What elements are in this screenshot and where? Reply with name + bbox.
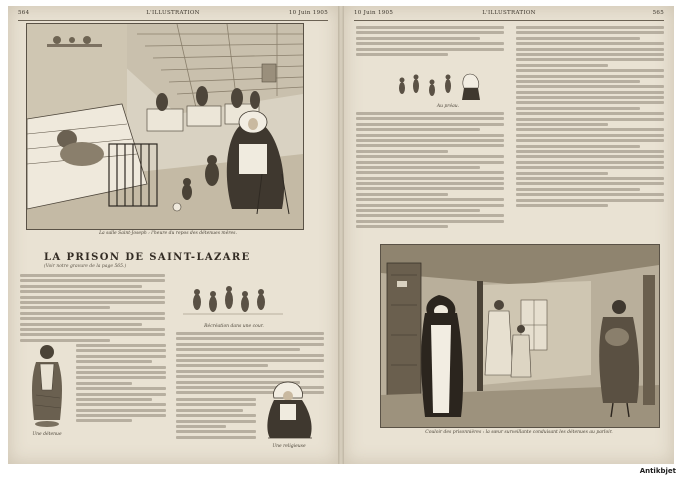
right-text-column-1 — [356, 26, 504, 58]
left-page-date: 10 Juin 1905 — [288, 10, 328, 16]
prisoner-figure-art — [22, 340, 72, 430]
preau-sketch-caption: Au préau. — [436, 104, 460, 109]
right-header-rule — [354, 20, 664, 21]
infirmary-engraving — [26, 23, 304, 230]
infirmary-engraving-art — [27, 24, 303, 229]
article-subtitle: (Voir notre gravure de la page 565.) — [44, 264, 127, 269]
yard-sketch-caption: Récréation dans une cour. — [204, 324, 264, 329]
right-page-number: 565 — [652, 10, 664, 16]
left-page-header — [18, 10, 328, 20]
left-text-column-1 — [20, 274, 165, 344]
right-page — [344, 6, 674, 464]
corridor-engraving — [380, 244, 660, 428]
corridor-caption: Couloir des prisonnières : la sœur surveillante conduisant les détenues au parloir. — [425, 430, 613, 435]
yard-sketch — [183, 274, 283, 322]
left-text-column-2-lower — [176, 398, 256, 441]
left-text-column-1-lower — [76, 344, 166, 425]
prisoner-figure-caption: Une détenue — [32, 432, 62, 437]
left-page-number: 564 — [18, 10, 30, 16]
left-header-rule — [18, 20, 328, 21]
right-page-date: 10 Juin 1905 — [354, 10, 394, 16]
preau-sketch — [392, 64, 502, 104]
preau-sketch-art — [392, 64, 502, 104]
yard-sketch-art — [183, 274, 283, 322]
corridor-engraving-art — [381, 245, 659, 427]
nun-figure-caption: Une religieuse — [272, 444, 306, 449]
article-title: LA PRISON DE SAINT-LAZARE — [44, 252, 251, 263]
nun-figure-sketch — [260, 376, 318, 442]
right-text-column-1-lower — [356, 112, 504, 231]
right-text-column-2 — [516, 26, 664, 209]
nun-figure-art — [260, 376, 318, 442]
right-running-head: L'ILLUSTRATION — [482, 10, 536, 16]
prisoner-figure-sketch — [22, 340, 72, 430]
right-page-header — [354, 10, 664, 20]
watermark: Antikbjet — [639, 467, 676, 475]
infirmary-caption: La salle Saint-Joseph : l'heure du repos des détenues mères. — [99, 231, 237, 236]
footer — [0, 466, 680, 477]
left-running-head: L'ILLUSTRATION — [146, 10, 200, 16]
left-page — [8, 6, 338, 464]
